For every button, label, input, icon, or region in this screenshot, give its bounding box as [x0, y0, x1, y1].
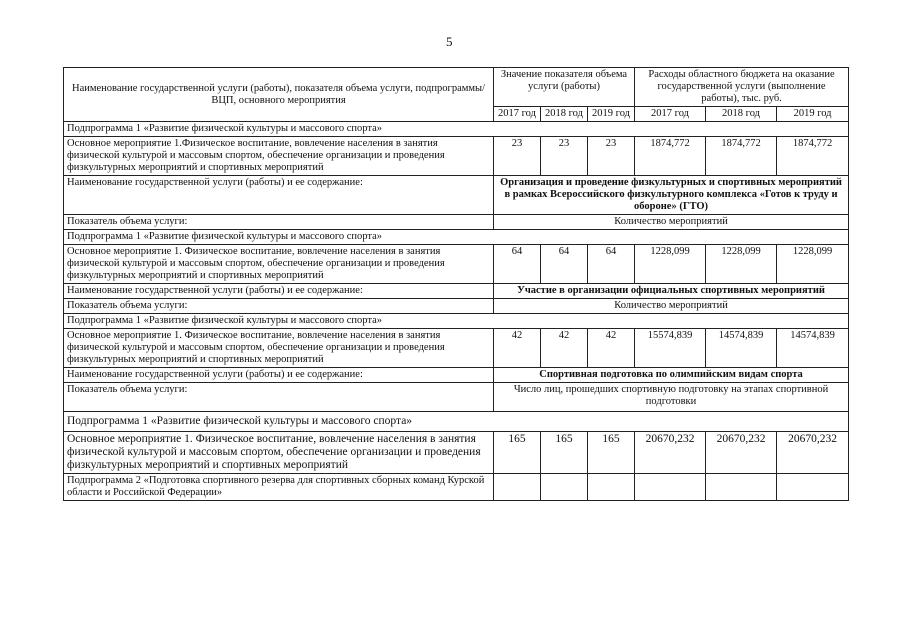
- subprogram-label: Подпрограмма 1 «Развитие физической культуры и массового спорта»: [64, 122, 849, 137]
- value-cell: 1874,772: [635, 137, 706, 176]
- table-row: [64, 245, 849, 284]
- value-cell: 23: [541, 137, 588, 176]
- service-label: Наименование государственной услуги (работы) и ее содержание:: [64, 284, 494, 299]
- value-cell: 20670,232: [777, 432, 849, 474]
- value-cell: 20670,232: [706, 432, 777, 474]
- table-row: [64, 122, 849, 137]
- value-cell: [494, 474, 541, 501]
- indicator-value: Количество мероприятий: [494, 299, 849, 314]
- indicator-label: Показатель объема услуги:: [64, 215, 494, 230]
- table-row: [64, 299, 849, 314]
- header-year: 2017 год: [635, 107, 706, 122]
- subprogram-2-label: Подпрограмма 2 «Подготовка спортивного резерва для спортивных сборных команд Курской области и Российской Федерации»: [64, 474, 494, 501]
- value-cell: 42: [588, 329, 635, 368]
- service-label: Наименование государственной услуги (работы) и ее содержание:: [64, 368, 494, 383]
- table-row: [64, 368, 849, 383]
- value-cell: 42: [494, 329, 541, 368]
- indicator-label: Показатель объема услуги:: [64, 383, 494, 412]
- header-volume-group: Значение показателя объема услуги (работы): [494, 68, 635, 107]
- table-row: [64, 176, 849, 215]
- subprogram-label: Подпрограмма 1 «Развитие физической культуры и массового спорта»: [64, 314, 849, 329]
- value-cell: 1228,099: [777, 245, 849, 284]
- header-year: 2018 год: [541, 107, 588, 122]
- value-cell: [541, 474, 588, 501]
- header-expense-group: Расходы областного бюджета на оказание государственной услуги (выполнение работы), тыс. руб.: [635, 68, 849, 107]
- header-year: 2019 год: [588, 107, 635, 122]
- table-row: [64, 314, 849, 329]
- table-row: [64, 215, 849, 230]
- value-cell: 165: [588, 432, 635, 474]
- service-value: Организация и проведение физкультурных и спортивных мероприятий в рамках Всероссийского физкультурного комплекса «Готов к труду и обороне» (ГТО): [494, 176, 849, 215]
- service-value: Участие в организации официальных спортивных мероприятий: [494, 284, 849, 299]
- header-year: 2019 год: [777, 107, 849, 122]
- table-row: [64, 383, 849, 412]
- value-cell: 64: [494, 245, 541, 284]
- table-row: [64, 329, 849, 368]
- activity-text: Основное мероприятие 1.Физическое воспитание, вовлечение населения в занятия физической культурой и массовым спортом, обеспечение организации и проведения физкультурных мероприятий и спортивных мероприятий: [64, 137, 494, 176]
- page-number: 5: [446, 34, 453, 49]
- value-cell: 20670,232: [635, 432, 706, 474]
- subprogram-label: Подпрограмма 1 «Развитие физической культуры и массового спорта»: [64, 230, 849, 245]
- activity-text: Основное мероприятие 1. Физическое воспитание, вовлечение населения в занятия физической культурой и массовым спортом, обеспечение организации и проведения физкультурных мероприятий и спортивных мероприятий: [64, 432, 494, 474]
- value-cell: 64: [588, 245, 635, 284]
- table-row: [64, 412, 849, 432]
- table-row: [64, 284, 849, 299]
- indicator-value: Количество мероприятий: [494, 215, 849, 230]
- indicator-value: Число лиц, прошедших спортивную подготовку на этапах спортивной подготовки: [494, 383, 849, 412]
- activity-text: Основное мероприятие 1. Физическое воспитание, вовлечение населения в занятия физической культурой и массовым спортом, обеспечение организации и проведения физкультурных мероприятий и спортивных мероприятий: [64, 245, 494, 284]
- value-cell: 64: [541, 245, 588, 284]
- value-cell: 1874,772: [777, 137, 849, 176]
- value-cell: 14574,839: [706, 329, 777, 368]
- value-cell: 1228,099: [706, 245, 777, 284]
- service-label: Наименование государственной услуги (работы) и ее содержание:: [64, 176, 494, 215]
- value-cell: [706, 474, 777, 501]
- value-cell: 1874,772: [706, 137, 777, 176]
- value-cell: 14574,839: [777, 329, 849, 368]
- value-cell: 165: [541, 432, 588, 474]
- activity-text: Основное мероприятие 1. Физическое воспитание, вовлечение населения в занятия физической культурой и массовым спортом, обеспечение организации и проведения физкультурных мероприятий и спортивных мероприятий: [64, 329, 494, 368]
- value-cell: 1228,099: [635, 245, 706, 284]
- value-cell: [635, 474, 706, 501]
- services-table: [63, 67, 849, 501]
- table-row: [64, 474, 849, 501]
- value-cell: 15574,839: [635, 329, 706, 368]
- header-row-1: [64, 68, 849, 107]
- value-cell: 23: [494, 137, 541, 176]
- service-value: Спортивная подготовка по олимпийским видам спорта: [494, 368, 849, 383]
- subprogram-label: Подпрограмма 1 «Развитие физической культуры и массового спорта»: [64, 412, 849, 432]
- indicator-label: Показатель объема услуги:: [64, 299, 494, 314]
- header-name-cell: Наименование государственной услуги (работы), показателя объема услуги, подпрограммы/ВЦП, основного мероприятия: [64, 68, 494, 122]
- table-row: [64, 230, 849, 245]
- value-cell: [777, 474, 849, 501]
- value-cell: [588, 474, 635, 501]
- header-year: 2017 год: [494, 107, 541, 122]
- table-row: [64, 432, 849, 474]
- table-row: [64, 137, 849, 176]
- header-year: 2018 год: [706, 107, 777, 122]
- value-cell: 42: [541, 329, 588, 368]
- value-cell: 165: [494, 432, 541, 474]
- value-cell: 23: [588, 137, 635, 176]
